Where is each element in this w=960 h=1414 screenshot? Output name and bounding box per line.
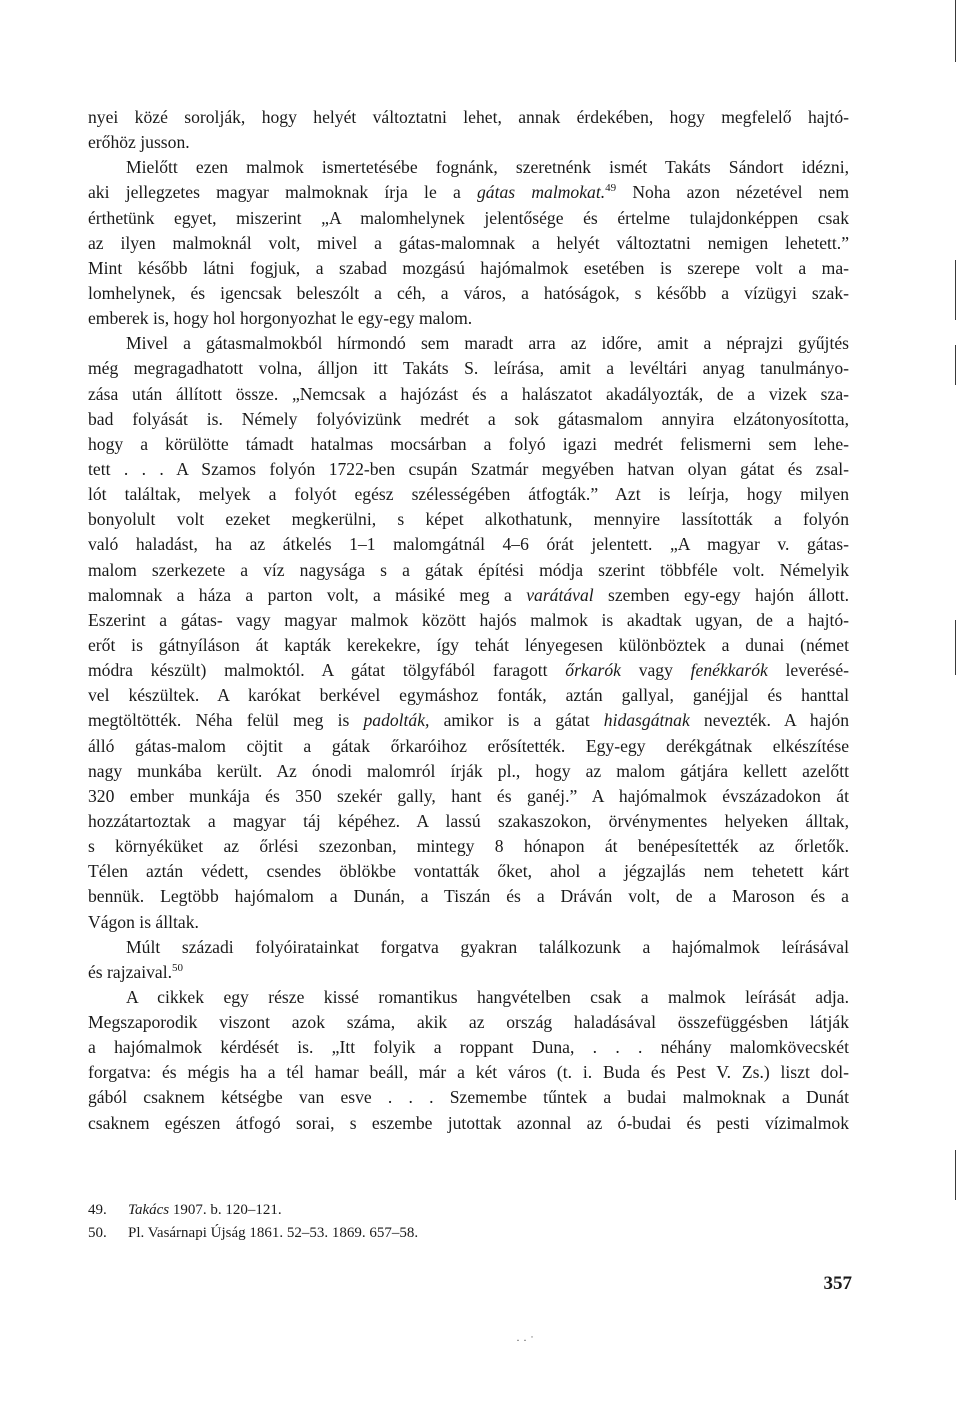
text-line: nyei közé sorolják, hogy helyét változtatni lehet, annak érdekében, hogy megfelelő hajtó- xyxy=(88,107,849,127)
text-line: bonyolult volt ezeket megkerülni, s képet alkothatunk, mennyire lassították a folyón xyxy=(88,509,849,530)
text-line: lót találtak, melyek a folyót egész szélességében átfogták.” Azt is leírja, hogy milyen xyxy=(88,484,849,505)
footnote xyxy=(88,1222,688,1245)
text-line: a hajómalmok kérdését is. „Itt folyik a roppant Duna, . . . néhány malomkövecskét xyxy=(88,1037,849,1058)
text-line: erőt is gátnyíláson át kapták kerekekre, így tehát lényegesen különböztek a dunai (német xyxy=(88,634,849,655)
text-line: tett . . . A Szamos folyón 1722-ben csupán Szatmár megyében hatvan olyan gátat és zsal- xyxy=(88,458,849,479)
footnote-ref: 50 xyxy=(172,961,184,974)
text-line: forgatva: és mégis ha a tél hamar beáll, már a két város (t. i. Buda és Pest V. Zs.) liszt dol- xyxy=(88,1062,849,1083)
italic-term: padolták, xyxy=(363,710,430,731)
scan-margin-line xyxy=(955,0,956,62)
text-line: megtöltötték. Néha felül meg is padolták, amikor is a gátat hidasgátnak nevezték. A hajón xyxy=(88,710,849,731)
footnote-number: 49. xyxy=(88,1202,107,1218)
text-line: 320 ember munkája és 350 szekér gally, hant és ganéj.” A hajómalmok évszázadokon át xyxy=(88,785,849,806)
italic-term: őrkarók xyxy=(565,660,621,681)
footnote-number: 50. xyxy=(88,1225,107,1241)
footnotes xyxy=(88,1199,688,1245)
text-line: Mint később látni fogjuk, a szabad mozgású hajómalmok esetében is szerepe volt a ma- xyxy=(88,257,849,278)
text-line: lomhelynek, és igencsak beleszólt a céh, a város, a hatóságok, s később a vízügyi szak- xyxy=(88,282,849,303)
text-line: Mielőtt ezen malmok ismertetésébe fognánk, szeretnénk ismét Takáts Sándort idézni, xyxy=(126,157,849,178)
text-line: való haladást, ha az átkelés 1–1 malomgátnál 4–6 órát jelentett. „A magyar v. gátas- xyxy=(88,534,849,555)
italic-term: gátas malmokat. xyxy=(477,182,606,203)
scan-speck: · · ˙ xyxy=(516,1333,534,1347)
text-line: malomnak a háza a parton volt, a másiké meg a varátával szemben egy-egy hajón állott. xyxy=(88,584,849,605)
text-line: csaknem egészen átfogó sorai, s eszembe jutottak azonnal az ó-budai és pesti vízimalmok xyxy=(88,1112,849,1133)
text-line: A cikkek egy része kissé romantikus hangvételben csak a malmok leírását adja. xyxy=(126,986,849,1007)
footnote-text: 1907. b. 120–121. xyxy=(169,1202,282,1218)
text-line: módra készült) malmoktól. A gátat tölgyfából faragott őrkarók vagy fenékkarók leverésé- xyxy=(88,660,849,681)
text-line: Mivel a gátasmalmokból hírmondó sem maradt arra az időre, amit a néprajzi gyűjtés xyxy=(126,333,849,354)
text-line: aki jellegzetes magyar malmoknak írja le a gátas malmokat.$^{49}$ Noha azon nézetével nem xyxy=(88,182,849,203)
body-text xyxy=(88,105,849,1136)
italic-term: fenékkarók xyxy=(690,660,768,681)
text-line: Megszaporodik viszont azok száma, akik az ország haladásával összefüggésben látják xyxy=(88,1012,849,1033)
scan-margin-line xyxy=(955,345,956,385)
text-line: Télen aztán védett, csendes öblökbe vontatták őket, ahol a jégzajlás nem tehetett kárt xyxy=(88,861,849,882)
italic-term: hidasgátnak xyxy=(603,710,690,731)
text-line: még megragadhatott volna, álljon itt Takáts S. leírása, amit a levéltári anyag tanulmányo- xyxy=(88,358,849,379)
text-line: érthetünk egyet, miszerint „A malomhelynek jelentősége és értelme tulajdonképpen csak xyxy=(88,207,849,228)
text-line: malom szerkezete a víz nagysága s a gátak építési módja szerint többféle volt. Némelyik xyxy=(88,559,849,580)
text-line: s környéküket az őrlési szezonban, mintegy 8 hónapon át benépesítették az őrletők. xyxy=(88,836,849,857)
page-number: 357 xyxy=(823,1273,852,1294)
text-line: erőhöz jusson. xyxy=(88,132,190,153)
scan-margin-line xyxy=(955,260,956,320)
text-line: Eszerint a gátas- vagy magyar malmok között hajós malmok is akadtak ugyan, de a hajtó- xyxy=(88,609,849,630)
text-line: az ilyen malmoknál volt, mivel a gátas-malomnak a helyét változtatni nemigen lehetett.” xyxy=(88,232,849,253)
text-line: nagy munkába került. Az ónodi malomról írják pl., hogy az malom gátjára kellett azelőtt xyxy=(88,760,849,781)
text-line: zása után állított össze. „Nemcsak a hajózást és a halászatot akadályozták, de a vizek sza- xyxy=(88,383,849,404)
scan-margin-line xyxy=(955,620,956,675)
text-line: és rajzaival.$^{50}$ xyxy=(88,961,184,982)
footnote xyxy=(88,1199,688,1222)
text-line: Múlt századi folyóiratainkat forgatva gyakran találkozunk a hajómalmok leírásával xyxy=(126,936,849,957)
text-line: gából csaknem kétségbe van esve . . . Szemembe tűntek a budai malmoknak a Dunát xyxy=(88,1087,849,1108)
scan-margin-line xyxy=(955,1150,956,1200)
text-line: vel készültek. A karókat berkével egymáshoz fonták, aztán gallyal, ganéjjal és hanttal xyxy=(88,685,849,706)
text-line: álló gátas-malom cöjtit a gátak őrkaróihoz erősítették. Egy-egy derékgátnak elkészítése xyxy=(88,735,849,756)
text-line: hogy a körülötte támadt hatalmas mocsárban a folyó igazi medrét felismerni sem lehe- xyxy=(88,433,849,454)
text-line: bennük. Legtöbb hajómalom a Dunán, a Tiszán és a Dráván volt, de a Maroson és a xyxy=(88,886,849,907)
footnote-ref: 49 xyxy=(605,182,617,195)
footnote-author: Takács xyxy=(128,1202,170,1218)
text-line: hozzátartoztak a magyar táj képéhez. A lassú szakaszokon, örvénymentes helyeken álltak, xyxy=(88,810,849,831)
text-line: bad folyását is. Némely folyóvizünk medrét a sok gátasmalom annyira elzátonyosította, xyxy=(88,408,849,429)
text-line: emberek is, hogy hol horgonyozhat le egy-egy malom. xyxy=(88,308,473,329)
footnote-text: Pl. Vasárnapi Újság 1861. 52–53. 1869. 657–58. xyxy=(128,1225,419,1241)
text-line: Vágon is álltak. xyxy=(88,911,199,932)
italic-term: varátával xyxy=(526,584,594,605)
